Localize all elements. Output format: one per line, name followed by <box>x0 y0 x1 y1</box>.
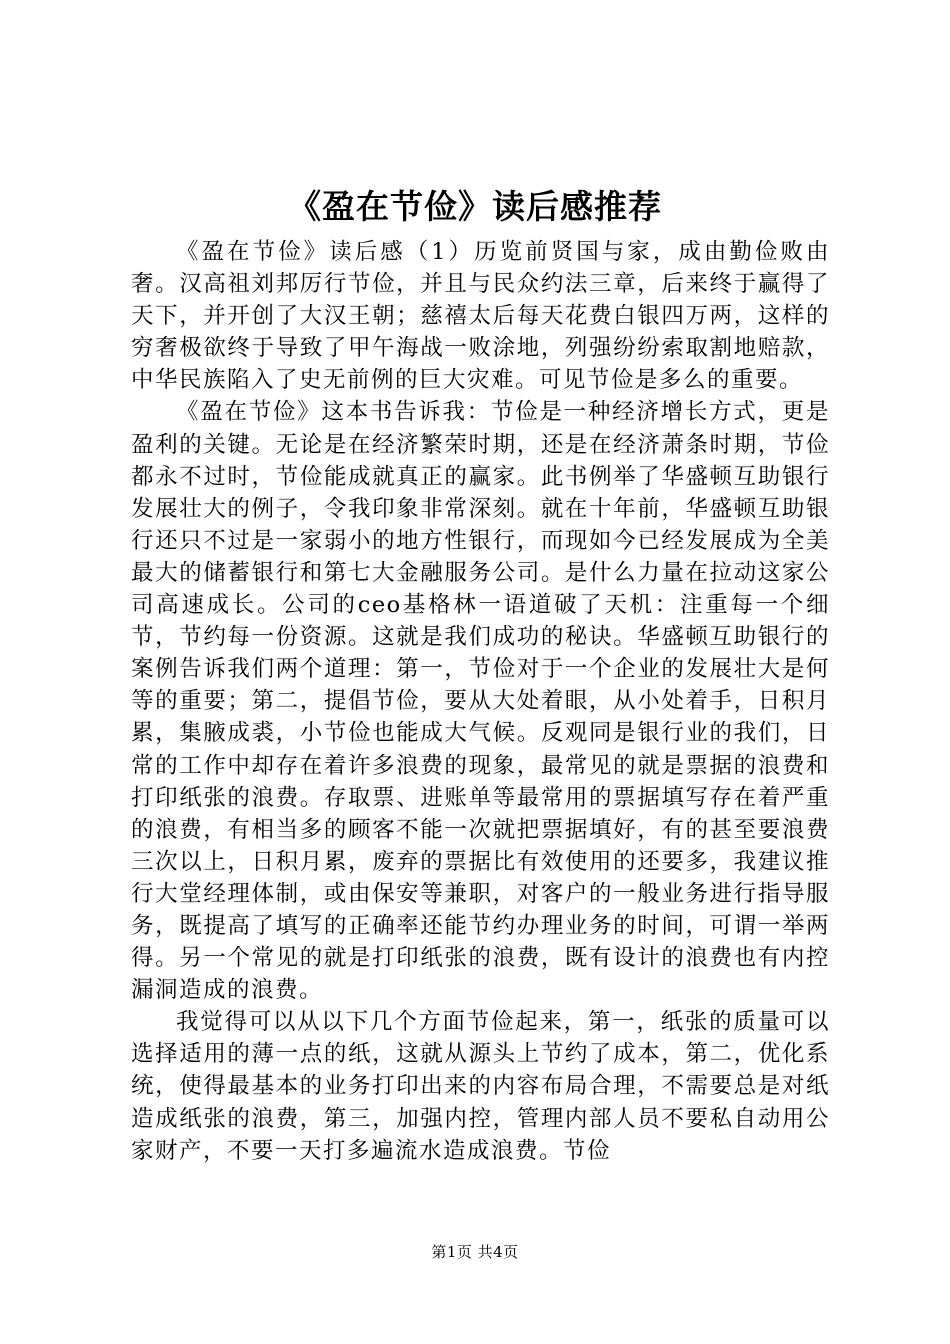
paragraph: 《盈在节俭》读后感（1）历览前贤国与家，成由勤俭败由奢。汉高祖刘邦厉行节俭，并且与民众约法三章，后来终于赢得了天下，并开创了大汉王朝；慈禧太后每天花费白银四万两，这样的穷奢极欲终于导致了甲午海战一败涂地，列强纷纷索取割地赔款，中华民族陷入了史无前例的巨大灾难。可见节俭是多么的重要。 <box>131 239 830 394</box>
document-title: 《盈在节俭》读后感推荐 <box>288 187 662 226</box>
paragraph: 《盈在节俭》这本书告诉我：节俭是一种经济增长方式，更是盈利的关键。无论是在经济繁荣时期，还是在经济萧条时期，节俭都永不过时，节俭能成就真正的赢家。此书例举了华盛顿互助银行发展壮大的例子，令我印象非常深刻。就在十年前，华盛顿互助银行还只不过是一家弱小的地方性银行，而现如今已经发展成为全美最大的储蓄银行和第七大金融服务公司。是什么力量在拉动这家公司高速成长。公司的ceo基格林一语道破了天机：注重每一个细节，节约每一份资源。这就是我们成功的秘诀。华盛顿互助银行的案例告诉我们两个道理：第一，节俭对于一个企业的发展壮大是何等的重要；第二，提倡节俭，要从大处着眼，从小处着手，日积月累，集腋成裘，小节俭也能成大气候。反观同是银行业的我们，日常的工作中却存在着许多浪费的现象，最常见的就是票据的浪费和打印纸张的浪费。存取票、进账单等最常用的票据填写存在着严重的浪费，有相当多的顾客不能一次就把票据填好，有的甚至要浪费三次以上，日积月累，废弃的票据比有效使用的还要多，我建议推行大堂经理体制，或由保安等兼职，对客户的一般业务进行指导服务，既提高了填写的正确率还能节约办理业务的时间，可谓一举两得。另一个常见的就是打印纸张的浪费，既有设计的浪费也有内控漏洞造成的浪费。 <box>131 399 830 1004</box>
page-number-footer: 第1页 共4页 <box>431 1243 519 1261</box>
document-body <box>131 236 830 1167</box>
paragraph: 我觉得可以从以下几个方面节俭起来，第一，纸张的质量可以选择适用的薄一点的纸，这就从源头上节约了成本，第二，优化系统，使得最基本的业务打印出来的内容布局合理，不需要总是对纸造成纸张的浪费，第三，加强内控，管理内部人员不要私自动用公家财产，不要一天打多遍流水造成浪费。节俭 <box>131 1009 830 1164</box>
